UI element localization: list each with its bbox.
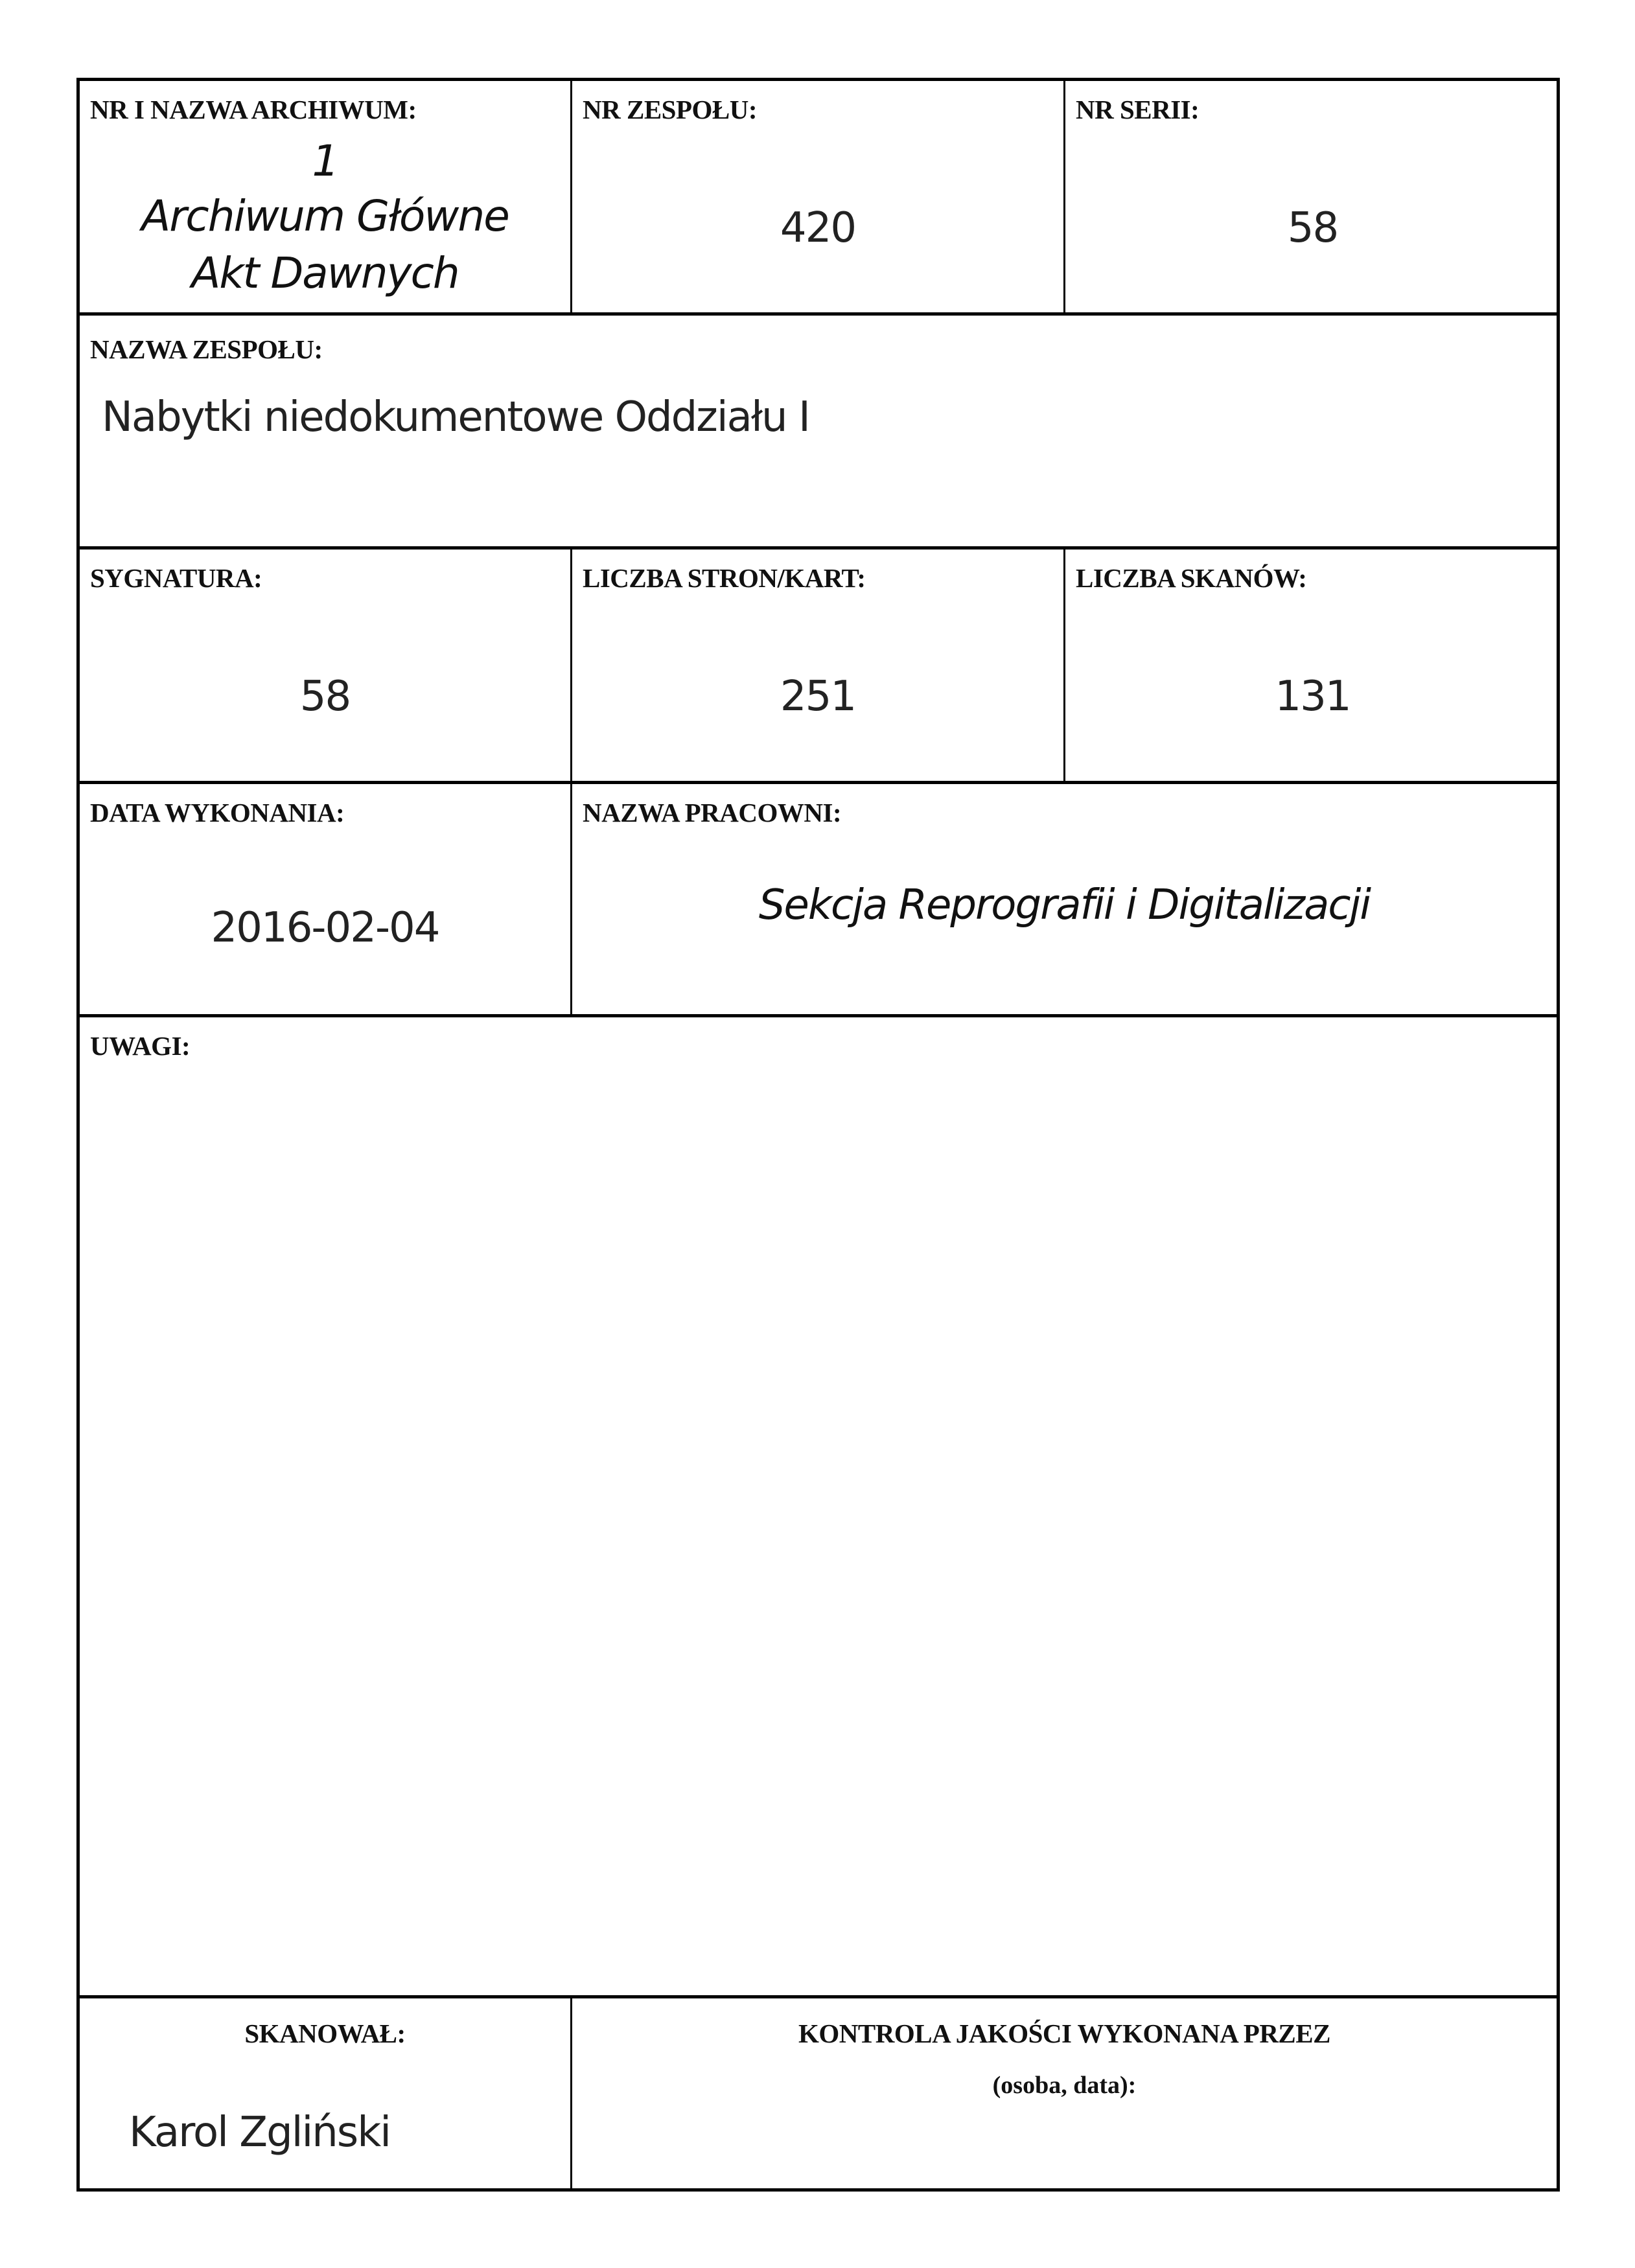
signature-label: SYGNATURA: — [90, 563, 262, 593]
scanned-by-value: Karol Zgliński — [129, 2109, 391, 2157]
scan-count-label: LICZBA SKANÓW: — [1076, 563, 1307, 593]
workshop-cell — [572, 784, 1557, 1014]
date-label: DATA WYKONANIA: — [90, 798, 345, 827]
scanned-by-cell — [80, 1998, 570, 2188]
collection-number-label: NR ZESPOŁU: — [583, 95, 758, 124]
notes-cell — [80, 1017, 1557, 1995]
workshop-value: Sekcja Reprografii i Digitalizacji — [758, 881, 1371, 929]
collection-name-label: NAZWA ZESPOŁU: — [90, 334, 323, 364]
collection-number-value: 420 — [780, 204, 856, 252]
quality-control-label: KONTROLA JAKOŚCI WYKONANA PRZEZ — [798, 2019, 1330, 2048]
quality-control-cell — [572, 1998, 1557, 2188]
archive-number: 1 — [312, 136, 338, 186]
archive-name-line2: Akt Dawnych — [191, 248, 459, 298]
page-count-label: LICZBA STRON/KART: — [583, 563, 866, 593]
series-number-label: NR SERII: — [1076, 95, 1200, 124]
scanned-by-label: SKANOWAŁ: — [244, 2019, 406, 2048]
collection-name-cell — [80, 316, 1557, 546]
scan-count-cell — [1065, 550, 1560, 781]
archive-cell — [80, 81, 570, 312]
scan-metadata-form — [76, 78, 1560, 2192]
scan-count-value: 131 — [1275, 673, 1351, 721]
series-number-value: 58 — [1287, 204, 1338, 252]
collection-name-value: Nabytki niedokumentowe Oddziału I — [102, 393, 809, 441]
series-number-cell — [1065, 81, 1560, 312]
workshop-label: NAZWA PRACOWNI: — [583, 798, 842, 827]
archive-name-line1: Archiwum Główne — [141, 191, 509, 241]
signature-cell — [80, 550, 570, 781]
collection-number-cell — [572, 81, 1063, 312]
archive-label: NR I NAZWA ARCHIWUM: — [90, 95, 417, 124]
quality-control-sublabel: (osoba, data): — [992, 2072, 1137, 2099]
page-count-cell — [572, 550, 1063, 781]
date-cell — [80, 784, 570, 1014]
notes-label: UWAGI: — [90, 1031, 191, 1061]
signature-value: 58 — [299, 673, 351, 721]
date-value: 2016-02-04 — [211, 904, 439, 952]
page-count-value: 251 — [780, 673, 856, 721]
